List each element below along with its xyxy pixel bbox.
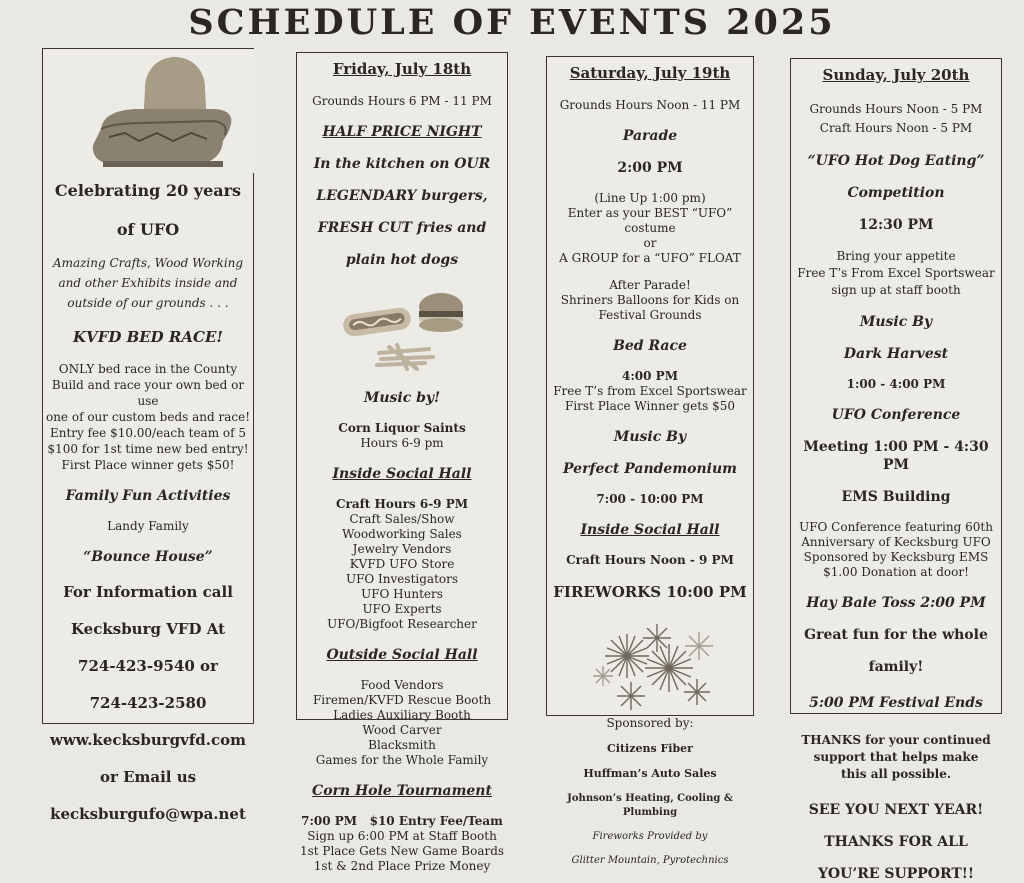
fireworks-credit-line-2: Glitter Mountain, Pyrotechnics [571,855,729,866]
cornhole-item-1: Sign up 6:00 PM at Staff Booth [307,829,497,843]
celebrating-line-1: Celebrating 20 years [54,181,242,200]
friday-day-title: Friday, July 18th [332,60,472,78]
parade-line-3: or [643,236,657,250]
inside-item-4: KVFD UFO Store [349,557,455,571]
conference-title-2: Meeting 1:00 PM - 4:30 PM [803,439,989,473]
after-parade-line-1: After Parade! [609,278,691,292]
info-phone-2: 724-423-2580 [89,694,207,712]
fireworks-image [547,616,755,716]
family-fun-line: Landy Family [107,519,189,533]
sponsored-label: Sponsored by: [606,716,694,730]
sunday-music-time: 1:00 - 4:00 PM [846,377,946,391]
hotdog-line-1: Bring your appetite [836,249,956,263]
saturday-hours: Grounds Hours Noon - 11 PM [559,98,741,112]
food-illustration-image [297,283,509,375]
bed-race-line-1: ONLY bed race in the County [58,362,238,376]
hotdog-title-1: “UFO Hot Dog Eating” [807,153,985,169]
info-email: kecksburgufo@wpa.net [50,805,246,823]
hay-bale-title: Hay Bale Toss 2:00 PM [806,595,986,611]
thanks-line-1: THANKS for your continued [801,733,991,747]
outside-item-1: Food Vendors [360,678,444,692]
parade-line-4: A GROUP for a “UFO” FLOAT [559,251,741,265]
after-parade-line-3: Festival Grounds [598,308,702,322]
bed-race-title: KVFD BED RACE! [73,328,223,346]
fireworks-title: FIREWORKS 10:00 PM [553,583,747,601]
friday-hours: Grounds Hours 6 PM - 11 PM [312,94,492,108]
bed-race-title: Bed Race [613,338,687,354]
sunday-day-title: Sunday, July 20th [822,66,970,84]
saturday-inside-craft: Craft Hours Noon - 9 PM [566,553,734,567]
outside-item-6: Games for the Whole Family [315,753,489,767]
thanks-line-2: support that helps make [813,750,979,764]
column-sunday [790,58,1002,882]
hay-bale-line-2: family! [868,659,924,675]
crafts-line-2: and other Exhibits inside and [58,276,238,290]
cornhole-fee: 7:00 PM $10 Entry Fee/Team [301,814,503,828]
kitchen-line-4: plain hot dogs [345,252,459,268]
column-friday [296,52,508,873]
sunday-grounds-hours: Grounds Hours Noon - 5 PM [809,102,983,116]
hotdog-line-3: sign up at staff booth [831,283,961,297]
saturday-inside-title: Inside Social Hall [580,522,720,538]
info-email-label: or Email us [99,768,197,786]
bed-race-time: 4:00 PM [622,369,678,383]
hotdog-line-2: Free T’s From Excel Sportswear [797,266,995,280]
cornhole-item-3: 1st & 2nd Place Prize Money [313,859,491,873]
sponsor-2: Huffman’s Auto Sales [583,767,717,780]
column-saturday [546,56,754,866]
info-line-2: Kecksburg VFD At [70,620,226,638]
parade-time: 2:00 PM [617,160,683,176]
bed-race-line-6: First Place winner gets $50! [61,458,235,472]
conference-line-2: Anniversary of Kecksburg UFO [801,535,991,549]
see-you-line-3: YOU’RE SUPPORT!! [817,866,975,882]
bounce-house: “Bounce House” [83,549,213,565]
saturday-music-band: Perfect Pandemonium [563,461,737,477]
conference-line-3: Sponsored by Kecksburg EMS [803,550,989,564]
inside-item-1: Craft Sales/Show [349,512,455,526]
crafts-line-3: outside of our grounds . . . [67,296,229,310]
see-you-line-1: SEE YOU NEXT YEAR! [808,802,984,818]
see-you-line-2: THANKS FOR ALL [824,834,968,850]
friday-inside-craft: Craft Hours 6-9 PM [335,497,469,511]
friday-music-hours: Hours 6-9 pm [360,436,444,450]
conference-line-1: UFO Conference featuring 60th [799,520,993,534]
saturday-music-time: 7:00 - 10:00 PM [596,492,704,506]
hotdog-time: 12:30 PM [858,217,934,233]
half-price-title: HALF PRICE NIGHT [322,124,482,140]
cornhole-item-2: 1st Place Gets New Game Boards [299,844,505,858]
inside-item-2: Woodworking Sales [342,527,462,541]
sunday-craft-hours: Craft Hours Noon - 5 PM [819,121,973,135]
crafts-line-1: Amazing Crafts, Wood Working [52,256,244,270]
after-parade-line-2: Shriners Balloons for Kids on [560,293,740,307]
outside-item-5: Blacksmith [368,738,436,752]
friday-inside-title: Inside Social Hall [332,466,472,482]
conference-title-1: UFO Conference [831,407,961,423]
inside-item-6: UFO Hunters [361,587,443,601]
friday-music-title: Music by! [363,390,441,406]
outside-item-3: Ladies Auxiliary Booth [333,708,471,722]
celebrating-line-2: of UFO [116,220,180,239]
saturday-music-title: Music By [613,429,687,445]
info-line-1: For Information call [63,583,233,601]
sunday-music-band: Dark Harvest [843,346,949,362]
cornhole-title: Corn Hole Tournament [312,783,492,799]
family-fun-title: Family Fun Activities [65,488,231,504]
outside-item-2: Firemen/KVFD Rescue Booth [312,693,492,707]
bed-race-line-2: First Place Winner gets $50 [565,399,735,413]
friday-music-band: Corn Liquor Saints [338,421,466,435]
conference-line-4: $1.00 Donation at door! [823,565,969,579]
page-title: SCHEDULE OF EVENTS 2025 [188,2,836,43]
hotdog-title-2: Competition [847,185,945,201]
hay-bale-line-1: Great fun for the whole [804,627,988,643]
bed-race-line-5: $100 for 1st time new bed entry! [47,442,249,456]
bed-race-line-4: Entry fee $10.00/each team of 5 [49,426,247,440]
info-website: www.kecksburgvfd.com [49,731,247,749]
inside-item-5: UFO Investigators [345,572,459,586]
bed-race-line-3: one of our custom beds and race! [45,410,251,424]
parade-title: Parade [622,128,678,144]
thanks-line-3: this all possible. [840,767,952,781]
ufo-acorn-monument-image [43,49,255,173]
inside-item-3: Jewelry Vendors [352,542,452,556]
parade-line-2: Enter as your BEST “UFO” costume [567,206,733,235]
kitchen-line-1: In the kitchen on OUR [313,156,491,172]
bed-race-line-2: Build and race your own bed or use [51,378,245,408]
bed-race-line-1: Free T’s from Excel Sportswear [553,384,747,398]
inside-item-8: UFO/Bigfoot Researcher [327,617,477,631]
parade-line-1: (Line Up 1:00 pm) [594,191,706,205]
outside-title: Outside Social Hall [326,647,478,663]
sponsor-3: Johnson’s Heating, Cooling & Plumbing [567,793,733,818]
kitchen-line-2: LEGENDARY burgers, [316,188,488,204]
festival-ends: 5:00 PM Festival Ends [809,695,983,711]
inside-item-7: UFO Experts [362,602,442,616]
sponsor-1: Citizens Fiber [607,742,693,755]
column-info [42,48,254,823]
conference-title-3: EMS Building [841,489,951,505]
saturday-day-title: Saturday, July 19th [569,64,731,82]
sunday-music-title: Music By [859,314,933,330]
fireworks-credit-line-1: Fireworks Provided by [592,831,708,842]
info-phone-1: 724-423-9540 or [78,657,218,675]
outside-item-4: Wood Carver [362,723,442,737]
kitchen-line-3: FRESH CUT fries and [317,220,487,236]
